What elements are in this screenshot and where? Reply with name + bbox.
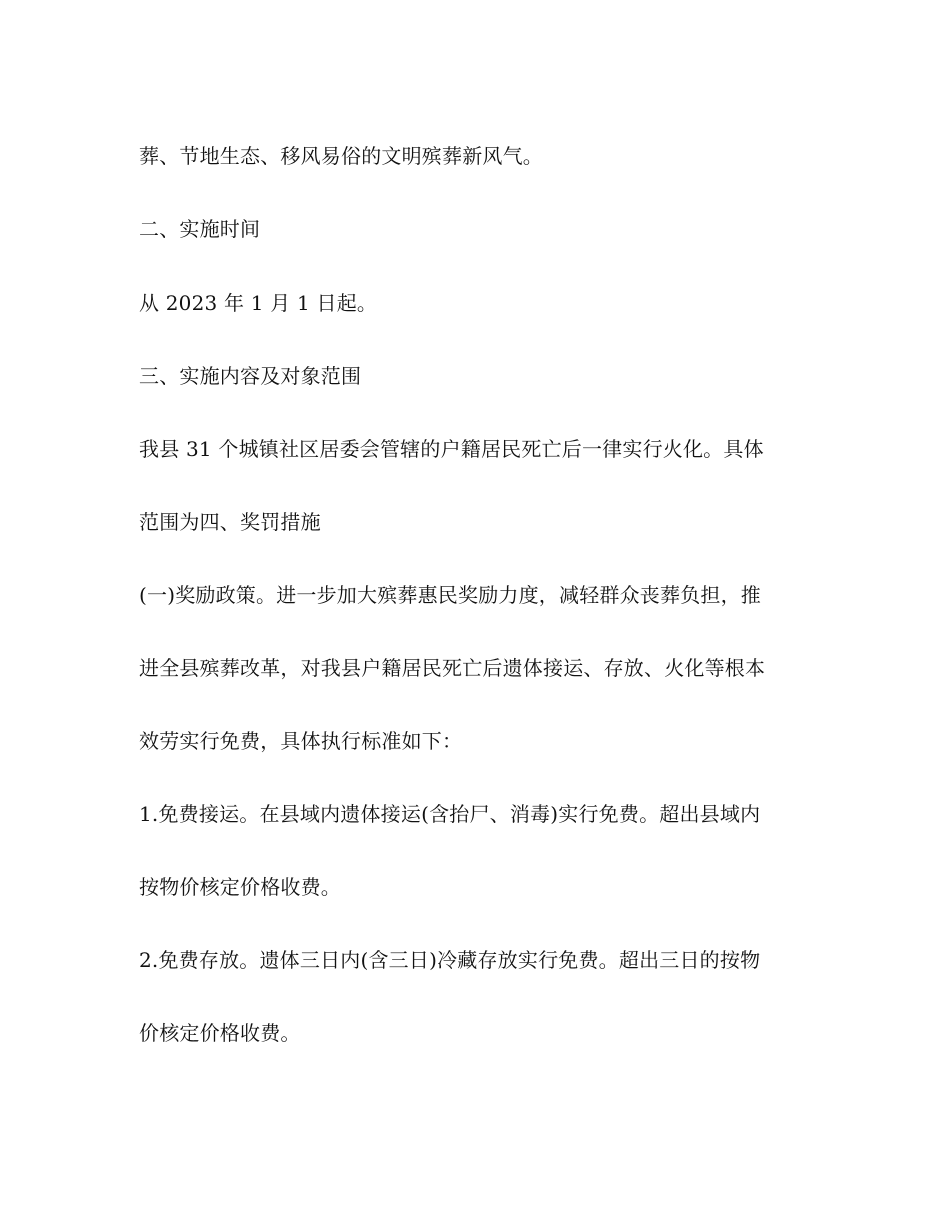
text-line: 效劳实行免费，具体执行标准如下： — [139, 729, 463, 753]
list-item-line: 1.免费接运。在县域内遗体接运(含抬尸、消毒)实行免费。超出县域内 — [139, 802, 761, 826]
section-heading: 三、实施内容及对象范围 — [139, 364, 362, 388]
section-heading: 二、实施时间 — [139, 217, 261, 241]
text-line: 进全县殡葬改革，对我县户籍居民死亡后遗体接运、存放、火化等根本 — [139, 656, 766, 680]
text-line: 葬、节地生态、移风易俗的文明殡葬新风气。 — [139, 144, 543, 168]
text-line: 范围为四、奖罚措施 — [139, 510, 321, 534]
text-line: 价核定价格收费。 — [139, 1021, 301, 1045]
text-line: 我县 31 个城镇社区居委会管辖的户籍居民死亡后一律实行火化。具体 — [139, 437, 764, 461]
list-item-line: 2.免费存放。遗体三日内(含三日)冷藏存放实行免费。超出三日的按物 — [139, 948, 761, 972]
text-line: 从 2023 年 1 月 1 日起。 — [139, 291, 378, 315]
text-line: (一)奖励政策。进一步加大殡葬惠民奖励力度，减轻群众丧葬负担，推 — [139, 583, 762, 607]
text-line: 按物价核定价格收费。 — [139, 875, 341, 899]
